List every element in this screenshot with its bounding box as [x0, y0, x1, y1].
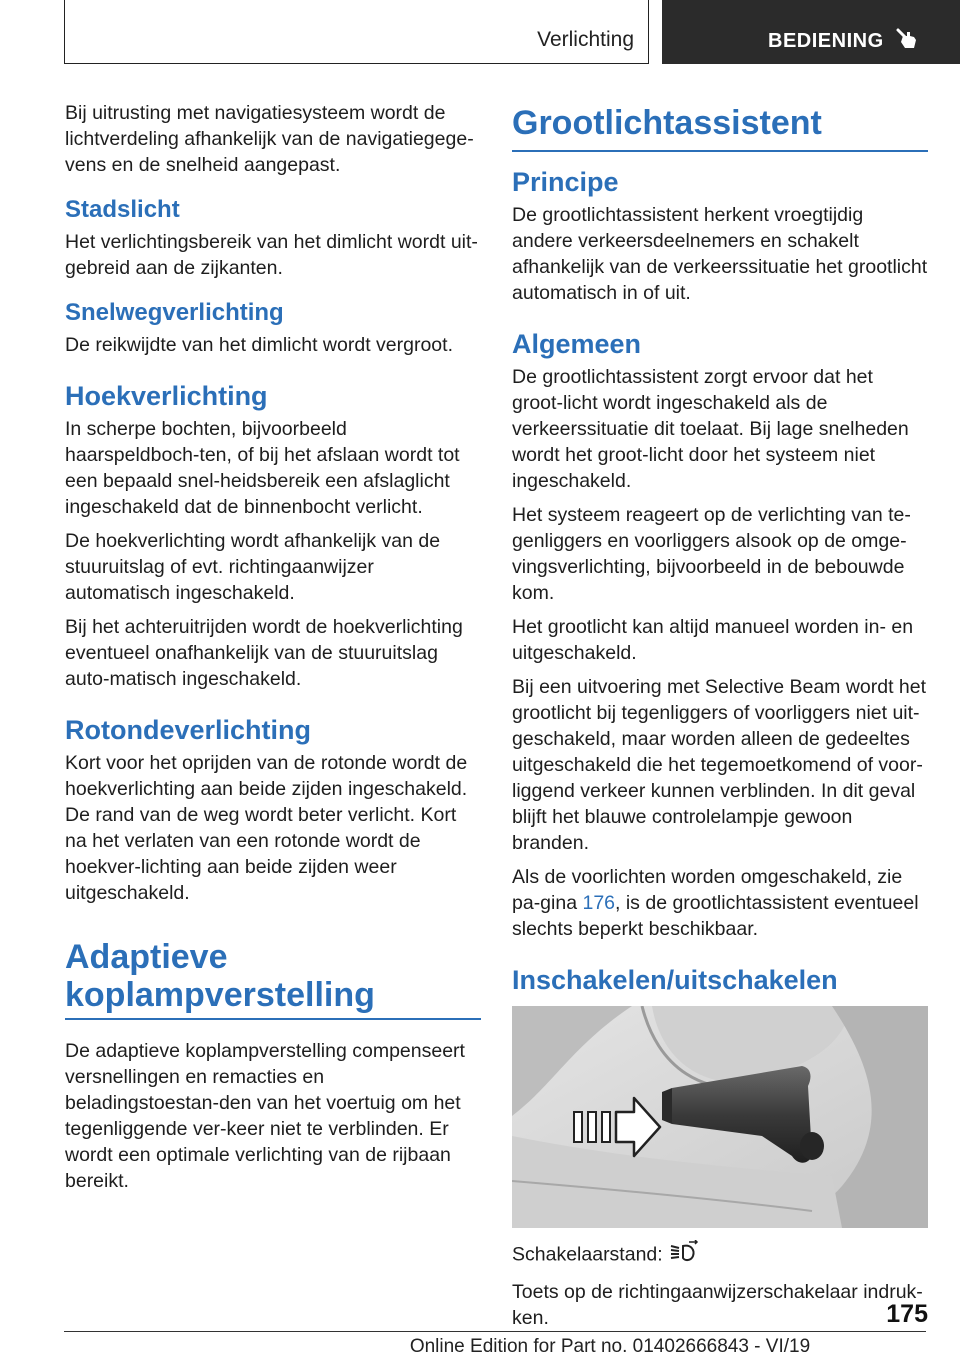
- hoekverlichting-paragraph-3: Bij het achteruitrijden wordt de hoekverlichting eventueel onafhankelijk van de stuuruitslag auto-matisch ingeschakeld.: [65, 616, 463, 690]
- hoekverlichting-paragraph-2: De hoekverlichting wordt afhankelijk van de stuuruitslag of evt. richtingaanwijzer automatisch ingeschakeld.: [65, 530, 441, 604]
- intro-paragraph: Bij uitrusting met navigatiesysteem wordt de lichtverdeling afhankelijk van de navigatiegege-vens en de snelheid aangepast.: [65, 102, 474, 176]
- grootlicht-heading-block: [512, 104, 928, 152]
- footer-divider: [64, 1331, 926, 1332]
- chapter-tab: [662, 0, 960, 64]
- rotondeverlichting-heading: Rotondeverlichting: [65, 715, 312, 745]
- stadslicht-paragraph: Het verlichtingsbereik van het dimlicht wordt uit-gebreid aan de zijkanten.: [65, 231, 478, 279]
- page-ref-text-before: Als de voorlichten worden omgeschakeld, zie pa-gina: [512, 866, 903, 914]
- snelwegverlichting-heading: Snelwegverlichting: [65, 299, 284, 326]
- algemeen-paragraph-2: Het systeem reageert op de verlichting van te-genliggers en voorliggers alsook op de omge-vingsverlichting, bijvoorbeeld in de bebouwde kom.: [512, 504, 911, 604]
- hoekverlichting-paragraph-1: In scherpe bochten, bijvoorbeeld haarspeldboch-ten, of bij het afslaan wordt tot een bepaald snel-heidsbereik een afslaglicht ingeschakeld dat de binnenbocht verlicht.: [65, 418, 460, 518]
- schakelaar-line: [512, 1240, 928, 1271]
- rotondeverlichting-paragraph: Kort voor het oprijden van de rotonde wordt de hoekverlichting aan beide zijden ingeschakeld. De rand van de weg wordt beter verlicht. Kort na het verlaten van een rotonde wordt de hoekver-lichting aan beide zijden weer uitgeschakeld.: [65, 752, 468, 904]
- stadslicht-heading: Stadslicht: [65, 196, 180, 223]
- toets-paragraph: Toets op de richtingaanwijzerschakelaar indruk-ken.: [512, 1281, 923, 1329]
- page-ref-text-after: , is de grootlichtassistent eventueel slechts beperkt beschikbaar.: [512, 892, 919, 940]
- hand-pointer-icon: [894, 26, 920, 57]
- turn-signal-switch-illustration: [512, 1006, 928, 1228]
- adaptive-heading-line-2: koplampverstelling: [65, 976, 375, 1014]
- page-number: 175: [886, 1300, 928, 1328]
- page-ref-link[interactable]: 176: [582, 892, 616, 914]
- principe-paragraph: De grootlichtassistent herkent vroegtijdig andere verkeersdeelnemers en schakelt afhankelijk van de verkeerssituatie het grootlicht automatisch in of uit.: [512, 204, 928, 304]
- left-column: [65, 100, 481, 1202]
- schakelaar-label: Schakelaarstand:: [512, 1243, 663, 1266]
- algemeen-paragraph-5: [512, 864, 928, 942]
- footer-edition-text: Online Edition for Part no. 01402666843 - VI/19: [409, 1336, 811, 1357]
- adaptive-heading-line-1: Adaptieve: [65, 938, 228, 976]
- hoekverlichting-heading: Hoekverlichting: [65, 381, 268, 411]
- algemeen-paragraph-1: De grootlichtassistent zorgt ervoor dat het groot-licht wordt ingeschakeld als de verkeerssituatie dit toelaat. Bij lage snelheden wordt het groot-licht door het systeem niet ingeschakeld.: [512, 366, 909, 492]
- chapter-tab-label: BEDIENING: [768, 30, 884, 52]
- principe-heading: Principe: [512, 167, 619, 197]
- high-beam-assistant-icon: [669, 1240, 699, 1271]
- snelwegverlichting-paragraph: De reikwijdte van het dimlicht wordt vergroot.: [65, 334, 453, 356]
- inschakelen-heading: Inschakelen/uitschakelen: [512, 965, 838, 995]
- right-column: [512, 100, 928, 1339]
- footer-edition: [0, 1336, 960, 1358]
- adaptive-heading-block: [65, 938, 481, 1020]
- section-title: Verlichting: [537, 28, 634, 51]
- algemeen-paragraph-3: Het grootlicht kan altijd manueel worden in- en uitgeschakeld.: [512, 616, 914, 664]
- algemeen-paragraph-4: Bij een uitvoering met Selective Beam wordt het grootlicht bij tegenliggers of voorliggers niet uit-geschakeld, maar worden alleen de gedeeltes uitgeschakeld die het tegemoetkomend of voor-liggend verkeer kunnen verblinden. In dit geval blijft het blauwe controlelampje gewoon branden.: [512, 676, 927, 854]
- grootlicht-heading: Grootlichtassistent: [512, 104, 822, 142]
- algemeen-heading: Algemeen: [512, 329, 642, 359]
- adaptive-paragraph: De adaptieve koplampverstelling compenseert versnellingen en remacties en beladingstoestan-den van het voertuig om het tegenliggende ver-keer niet te verblinden. Er wordt een optimale verlichting van de rijbaan bereikt.: [65, 1040, 465, 1192]
